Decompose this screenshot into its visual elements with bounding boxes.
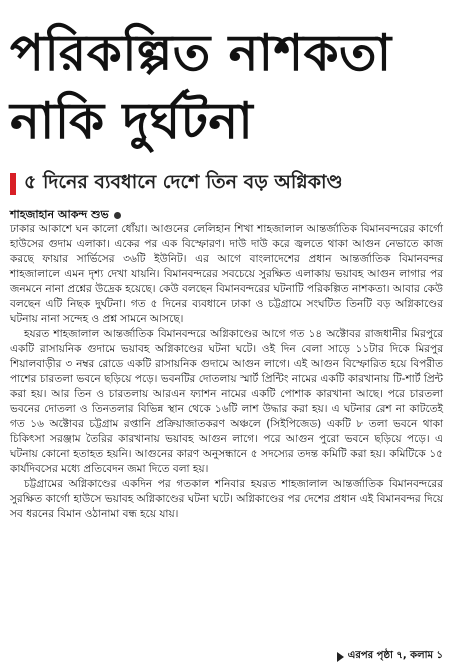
headline-line-2: নাকি দুর্ঘটনা	[10, 92, 254, 150]
byline-bullet-icon	[114, 212, 121, 219]
article-body	[10, 222, 443, 522]
headline-line-1: পরিকল্পিত নাশকতা	[10, 24, 392, 82]
article-paragraph: হযরত শাহজালাল আন্তর্জাতিক বিমানবন্দরে অগ্নিকাণ্ডের আগে গত ১৪ অক্টোবর রাজধানীর মিরপুরে একটি রাসায়নিক গুদামে ভয়াবহ অগ্নিকাণ্ডের ঘটনা ঘটে। ওই দিন বেলা সাড়ে ১১টার দিকে মিরপুর শিয়ালবাড়ীর ৩ নম্বর রোডে একটি রাসায়নিক গুদামে আগুন লাগে। এই আগুন বিস্ফোরিত হয়ে বিপরীত পাশের চারতলা ভবনে ছড়িয়ে পড়ে। ভবনটির দোতলায় স্মার্ট প্রিন্টিং নামের একটি কারখানায় টি-শার্ট প্রিন্ট করা হয়। আর তিন ও চারতলায় আরএন ফ্যাশন নামের একটি পোশাক কারখানা আছে। পরে চারতলা ভবনের দোতলা ও তিনতলার বিভিন্ন স্থান থেকে ১৬টি লাশ উদ্ধার করা হয়। এ ঘটনার রেশ না কাটতেই গত ১৬ অক্টোবর চট্টগ্রাম রপ্তানি প্রক্রিয়াজাতকরণ অঞ্চলে (সিইপিজেড) একটি ৮ তলা ভবনে থাকা চিকিৎসা সরঞ্জাম তৈরির কারখানায় ভয়াবহ আগুন লাগে। পরে আগুন পুরো ভবনে ছড়িয়ে পড়ে। এ ঘটনায় কোনো হতাহত হয়নি। আগুনের কারণ অনুসন্ধানে ৫ সদস্যের তদন্ত কমিটি করা হয়। কমিটিকে ১৫ কার্যদিবসের মধ্যে প্রতিবেদন জমা দিতে বলা হয়।	[10, 328, 443, 475]
article-paragraph: চট্টগ্রামের অগ্নিকাণ্ডের একদিন পর গতকাল শনিবার হযরত শাহজালাল আন্তর্জাতিক বিমানবন্দরের সুরক্ষিত কার্গো হাউসে ভয়াবহ অগ্নিকাণ্ডের ঘটনা ঘটে। অগ্নিকাণ্ডের পর দেশের প্রধান এই বিমানবন্দর দিয়ে সব ধরনের বিমান ওঠানামা বন্ধ হয়ে যায়।	[10, 478, 443, 520]
byline-author: শাহজাহান আকন্দ শুভ	[10, 208, 109, 221]
red-bar-marker	[10, 173, 16, 195]
arrow-right-icon	[337, 652, 344, 662]
subheadline-text: ৫ দিনের ব্যবধানে দেশে তিন বড় অগ্নিকাণ্ড	[24, 171, 343, 193]
subheadline	[10, 168, 343, 200]
article-paragraph: ঢাকার আকাশে ঘন কালো ধোঁয়া। আগুনের লেলিহান শিখা শাহজালাল আন্তর্জাতিক বিমানবন্দরের কার্গো হাউসের গুদাম এলাকা। একের পর এক বিস্ফোরণ। দাউ দাউ করে জ্বলতে থাকা আগুন নেভাতে কাজ করছে ফায়ার সার্ভিসের ৩৬টি ইউনিট। এর আগে বাংলাদেশের প্রধান আন্তর্জাতিক বিমানবন্দর শাহজালালে এমন দৃশ্য দেখা যায়নি। বিমানবন্দরের সবচেয়ে সুরক্ষিত এলাকায় ভয়াবহ আগুন লাগার পর জনমনে নানা প্রশ্নের উদ্রেক হয়েছে। কেউ বলছেন বিমানবন্দরের ঘটনাটি পরিকল্পিত নাশকতা। আবার কেউ বলছেন এটি নিছক দুর্ঘটনা। গত ৫ দিনের ব্যবধানে ঢাকা ও চট্টগ্রামে সংঘটিত তিনটি বড় অগ্নিকাণ্ডের ঘটনায় নানা সন্দেহ ও প্রশ্ন সামনে আসছে।	[10, 223, 443, 325]
continuation-note	[337, 648, 443, 665]
continuation-text: এরপর পৃষ্ঠা ৭, কলাম ১	[347, 650, 443, 661]
